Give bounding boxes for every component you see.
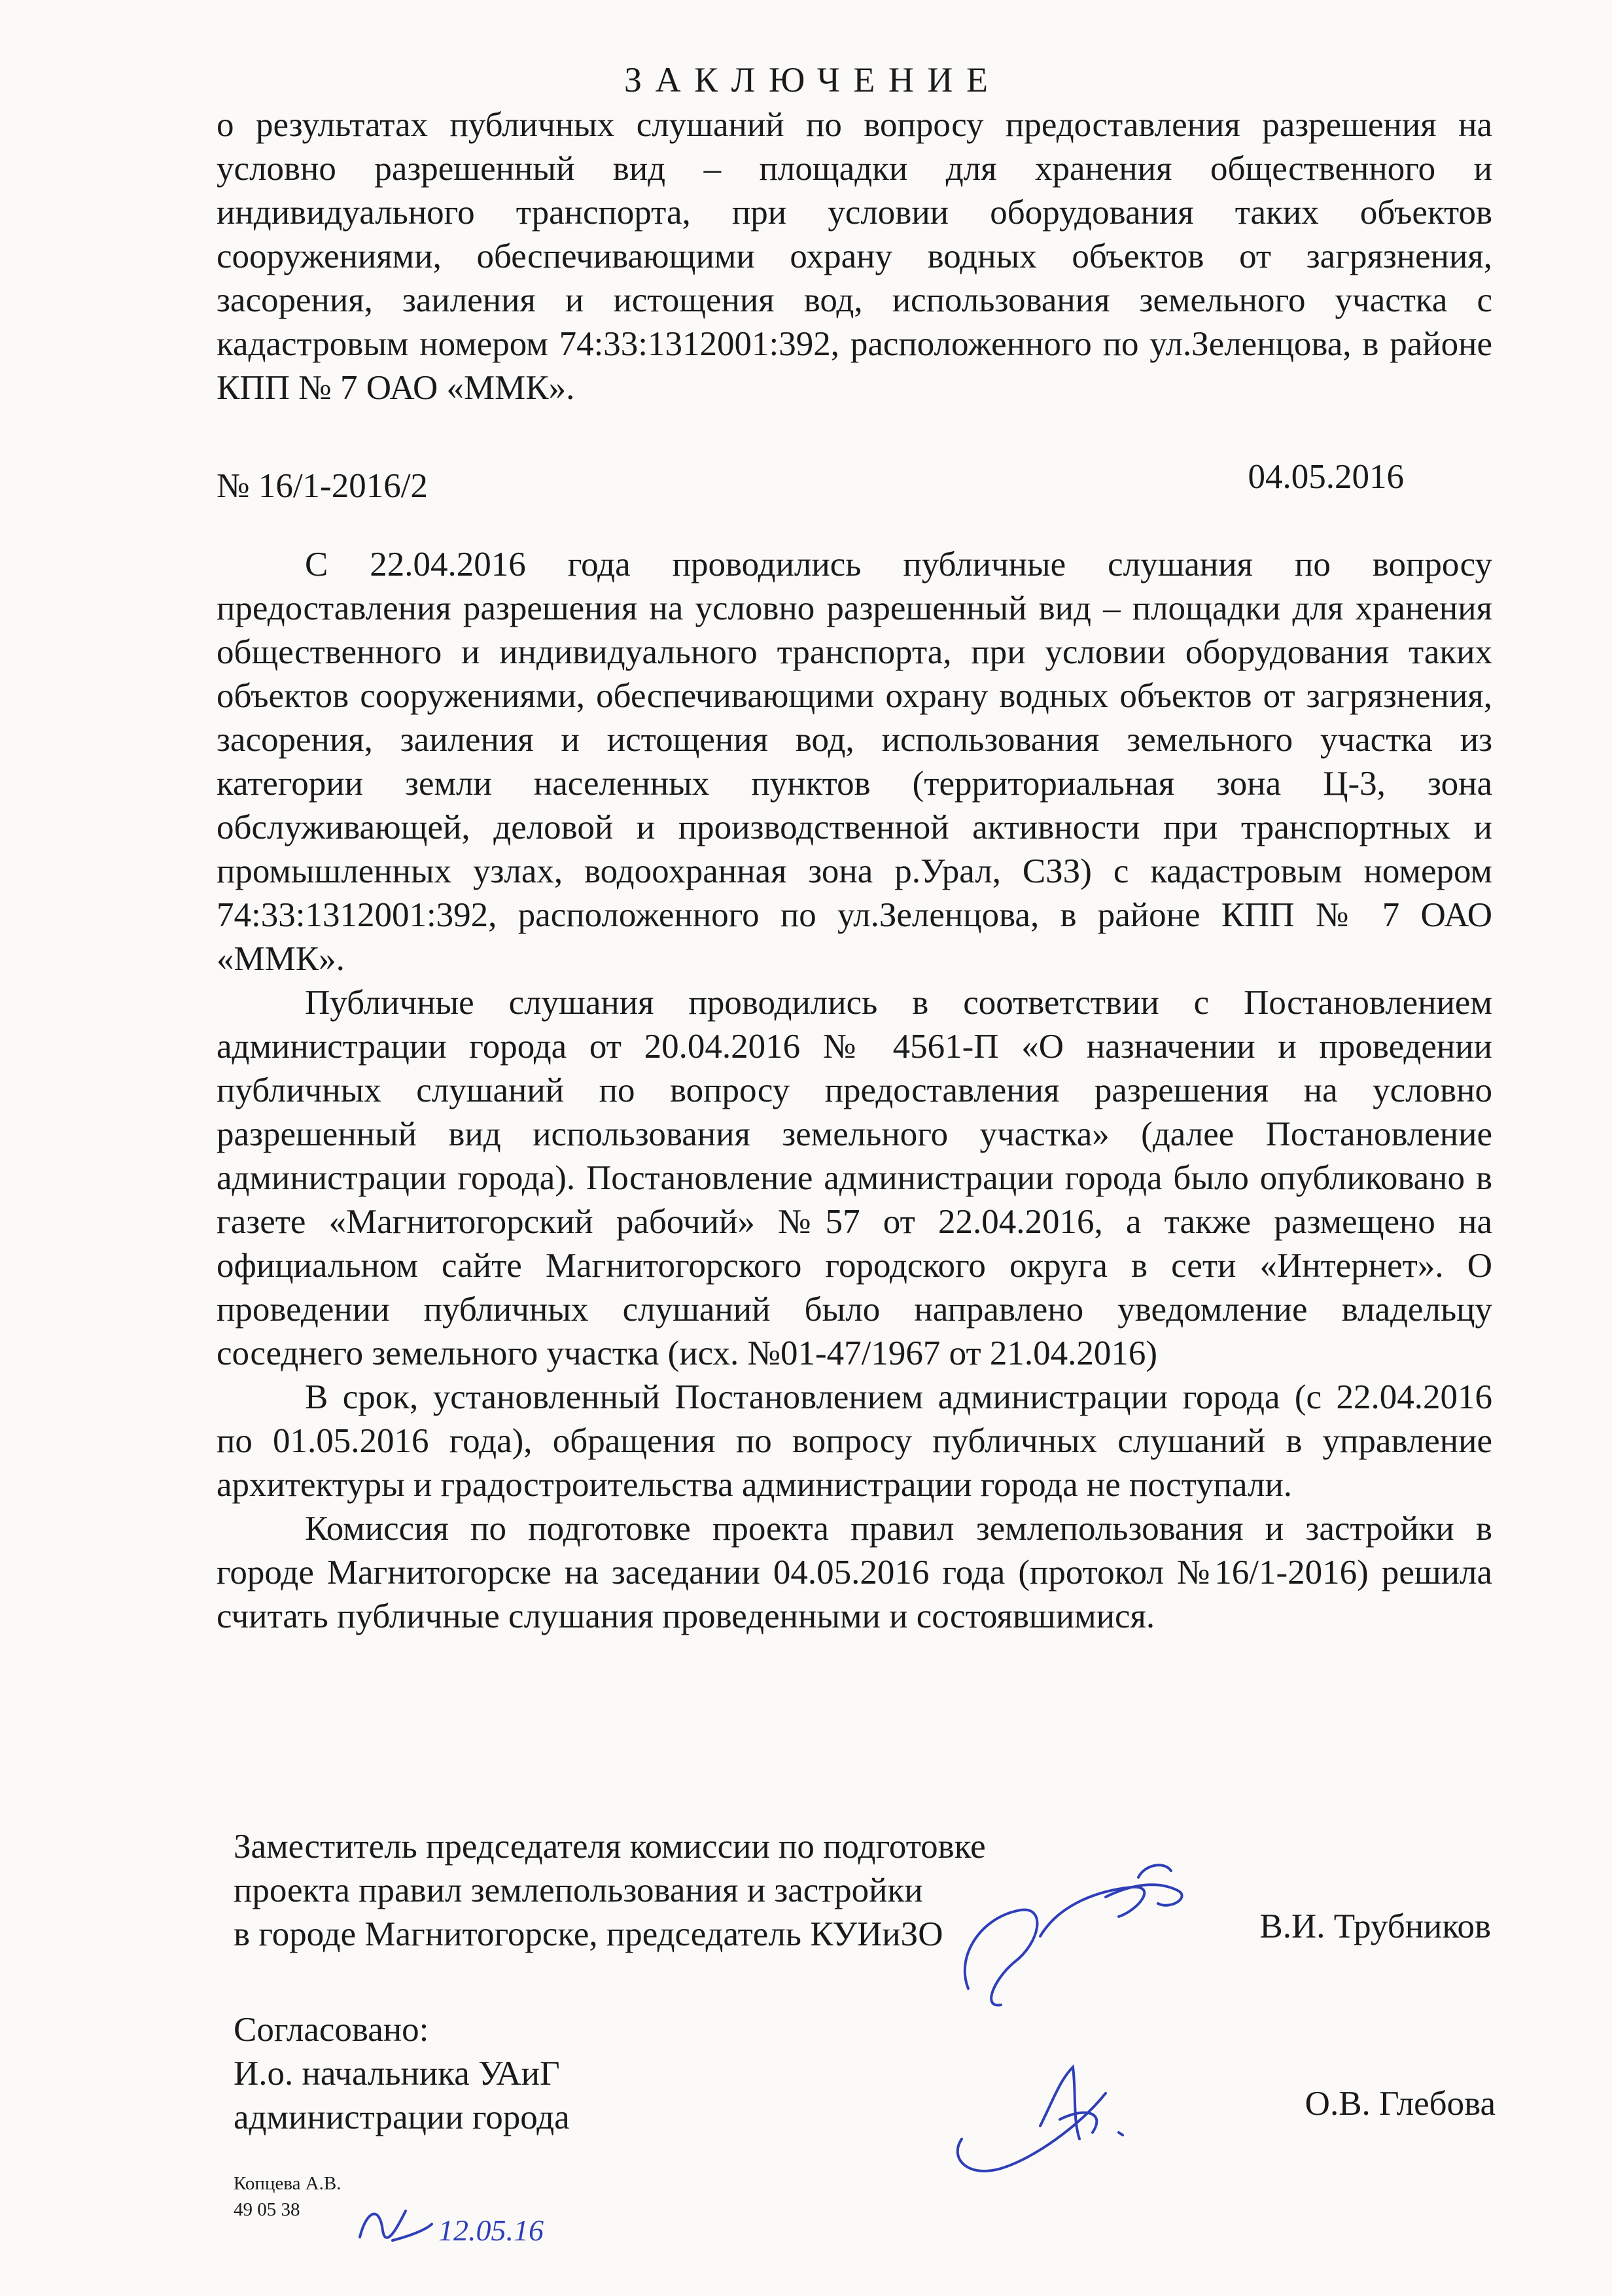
document-subject-block bbox=[217, 103, 1492, 410]
signature-trubnikov-mark bbox=[942, 1858, 1230, 2015]
body-paragraph-3: В срок, установленный Постановлением администрации города (с 22.04.2016 по 01.05.2016 года), обращения по вопросу публичных слушаний в управление архитектуры и градостроительства администрации города не поступали. bbox=[217, 1378, 1492, 1504]
document-subject: о результатах публичных слушаний по вопросу предоставления разрешения на условно разрешенный вид – площадки для хранения общественного и индивидуального транспорта, при условии оборудования таких объектов сооружениями, обеспечивающими охрану водных объектов от загрязнения, засорения, заиления и истощения вод, использования земельного участка с кадастровым номером 74:33:1312001:392, расположенного по ул.Зеленцова, в районе КПП № 7 ОАО «ММК». bbox=[217, 106, 1492, 407]
document-body bbox=[217, 543, 1492, 1639]
signatory-2-name: О.В. Глебова bbox=[1305, 2085, 1496, 2123]
body-paragraph-1: С 22.04.2016 года проводились публичные слушания по вопросу предоставления разрешения на условно разрешенный вид – площадки для хранения общественного и индивидуального транспорта, при условии оборудования таких объектов сооружениями, обеспечивающими охрану водных объектов от загрязнения, засорения, заиления и истощения вод, использования земельного участка из категории земли населенных пунктов (территориальная зона Ц-3, зона обслуживающей, деловой и производственной активности при транспортных и промышленных узлах, водоохранная зона р.Урал, СЗЗ) с кадастровым номером 74:33:1312001:392, расположенного по ул.Зеленцова, в районе КПП № 7 ОАО «ММК». bbox=[217, 546, 1492, 978]
body-paragraph-4: Комиссия по подготовке проекта правил землепользования и застройки в городе Магнитогорске на заседании 04.05.2016 года (протокол №16/1-2016) решила считать публичные слушания проведенными и состоявшимися. bbox=[217, 1510, 1492, 1635]
handwritten-date-mark bbox=[353, 2185, 602, 2257]
signatory-2-line: администрации города bbox=[234, 2098, 570, 2136]
signatory-2-line: И.о. начальника УАиГ bbox=[234, 2055, 560, 2093]
signatory-2-title bbox=[234, 2008, 570, 2140]
signatory-1-line: проекта правил землепользования и застройки bbox=[234, 1871, 923, 1909]
signatory-1-name: В.И. Трубников bbox=[1259, 1907, 1491, 1945]
signatory-1-line: Заместитель председателя комиссии по подготовке bbox=[234, 1828, 986, 1866]
document-title: ЗАКЛЮЧЕНИЕ bbox=[624, 60, 1002, 99]
body-paragraph-2: Публичные слушания проводились в соответствии с Постановлением администрации города от 20.04.2016 № 4561-П «О назначении и проведении публичных слушаний по вопросу предоставления разрешения на условно разрешенный вид использования земельного участка» (далее Постановление администрации города). Постановление администрации города было опубликовано в газете «Магнитогорский рабочий» №57 от 22.04.2016, а также размещено на официальном сайте Магнитогорского городского округа в сети «Интернет». О проведении публичных слушаний было направлено уведомление владельцу соседнего земельного участка (исх. №01-47/1967 от 21.04.2016) bbox=[217, 984, 1492, 1372]
document-number: № 16/1-2016/2 bbox=[217, 467, 428, 505]
signatory-2-line: Согласовано: bbox=[234, 2011, 429, 2049]
signatory-1-line: в городе Магнитогорске, председатель КУИиЗО bbox=[234, 1915, 943, 1953]
handwritten-date: 12.05.16 bbox=[438, 2214, 544, 2247]
signatory-1-title bbox=[234, 1825, 986, 1957]
document-date: 04.05.2016 bbox=[1248, 458, 1404, 496]
signature-glebova-mark bbox=[942, 2054, 1158, 2185]
executor-name: Копцева А.В. bbox=[234, 2173, 342, 2194]
executor-info bbox=[234, 2170, 342, 2223]
executor-phone: 49 05 38 bbox=[234, 2199, 300, 2220]
